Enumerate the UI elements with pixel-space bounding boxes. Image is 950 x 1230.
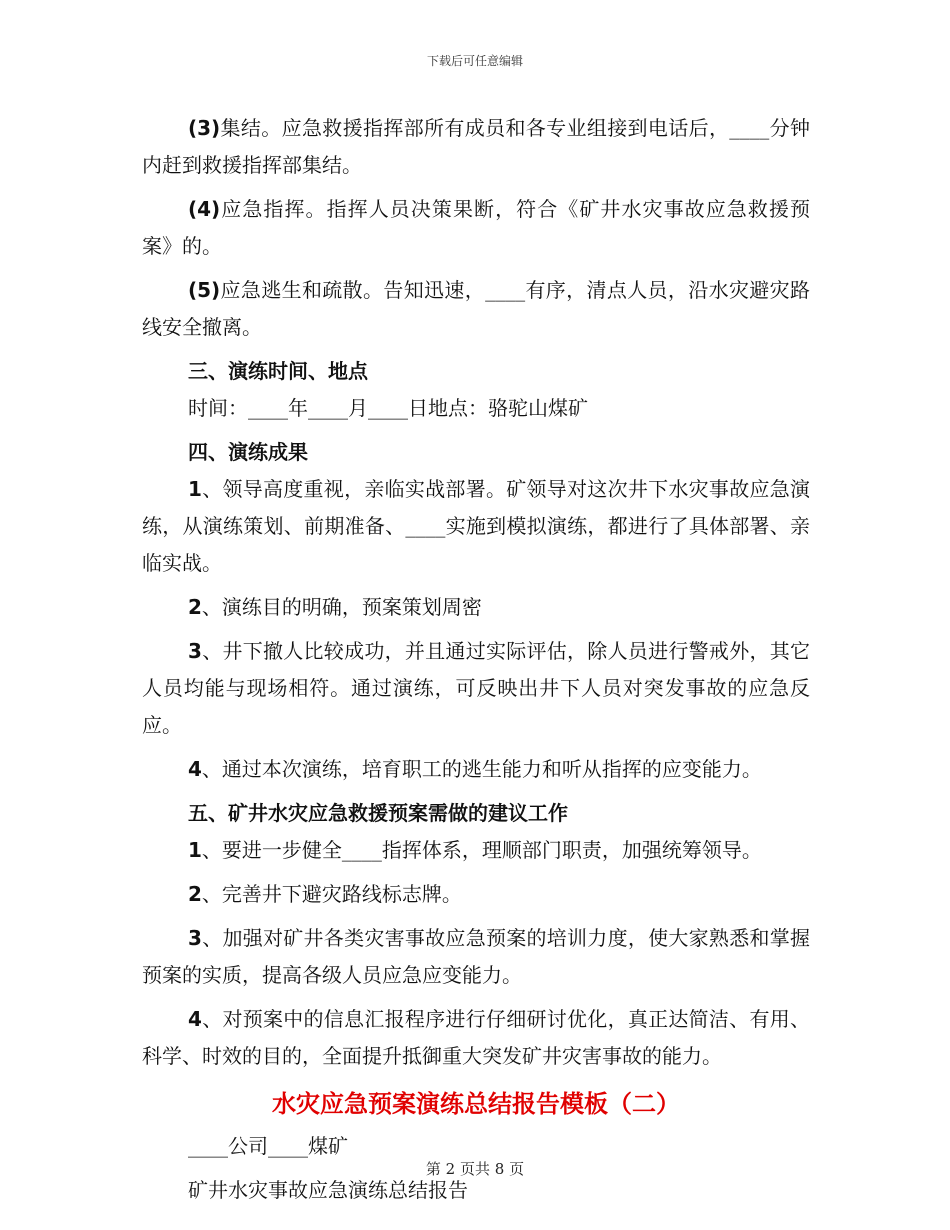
document-body: [142, 110, 810, 1216]
item-text: 、领导高度重视，亲临实战部署。矿领导对这次井下水灾事故应急演练，从演练策划、前期准备、____实施到模拟演练，都进行了具体部署、亲临实战。: [142, 477, 810, 575]
section-4-item-1: [142, 471, 810, 582]
item-text: 、加强对矿井各类灾害事故应急预案的培训力度，使大家熟悉和掌握预案的实质，提高各级人员应急应变能力。: [142, 926, 810, 987]
item-number: 4: [188, 757, 202, 781]
item-number: 1: [188, 477, 202, 501]
section-3-heading: 三、演练时间、地点: [188, 359, 368, 383]
paragraph-text: 集结。应急救援指挥部所有成员和各专业组接到电话后，____分钟内赶到救援指挥部集结。: [142, 116, 810, 177]
item-text: 、井下撤人比较成功，并且通过实际评估，除人员进行警戒外，其它人员均能与现场相符。通过演练，可反映出井下人员对突发事故的应急反应。: [142, 639, 810, 737]
paragraph-5: [142, 272, 810, 346]
item-number: 3: [188, 926, 202, 950]
time-place-line: 时间：____年____月____日地点：骆驼山煤矿: [188, 396, 588, 420]
item-text: 、要进一步健全____指挥体系，理顺部门职责，加强统筹领导。: [201, 838, 762, 862]
item-number: (4): [188, 197, 221, 221]
item-text: 、完善井下避灾路线标志牌。: [201, 882, 462, 906]
section-4-heading: 四、演练成果: [188, 440, 308, 464]
item-text: 、通过本次演练，培育职工的逃生能力和听从指挥的应变能力。: [201, 757, 762, 781]
template-title: 水灾应急预案演练总结报告模板（二）: [272, 1090, 680, 1118]
section-5-heading: 五、矿井水灾应急救援预案需做的建议工作: [188, 801, 568, 825]
company-line: ____公司____煤矿: [188, 1134, 348, 1158]
page-header: 下载后可任意编辑: [426, 54, 523, 68]
item-number: (5): [188, 278, 221, 302]
item-number: 4: [188, 1007, 202, 1031]
section-5-item-2: [142, 876, 810, 913]
paragraph-text: 应急指挥。指挥人员决策果断，符合《矿井水灾事故应急救援预案》的。: [142, 197, 810, 258]
page-footer: 第 2 页共 8 页: [425, 1160, 525, 1178]
section-4-item-4: [142, 751, 810, 788]
section-4-item-3: [142, 633, 810, 744]
paragraph-4: [142, 191, 810, 265]
section-4-item-2: [142, 589, 810, 626]
section-5-item-4: [142, 1001, 810, 1075]
item-number: 3: [188, 639, 202, 663]
item-number: 1: [188, 838, 202, 862]
item-number: 2: [188, 595, 202, 619]
report-title-line: 矿井水灾事故应急演练总结报告: [188, 1178, 468, 1202]
item-text: 、演练目的明确，预案策划周密: [201, 595, 482, 619]
item-number: (3): [188, 116, 221, 140]
item-text: 、对预案中的信息汇报程序进行仔细研讨优化，真正达简洁、有用、科学、时效的目的，全面提升抵御重大突发矿井灾害事故的能力。: [142, 1007, 810, 1068]
paragraph-3: [142, 110, 810, 184]
section-5-item-3: [142, 920, 810, 994]
paragraph-text: 应急逃生和疏散。告知迅速，____有序，清点人员，沿水灾避灾路线安全撤离。: [142, 278, 810, 339]
item-number: 2: [188, 882, 202, 906]
section-5-item-1: [142, 832, 810, 869]
